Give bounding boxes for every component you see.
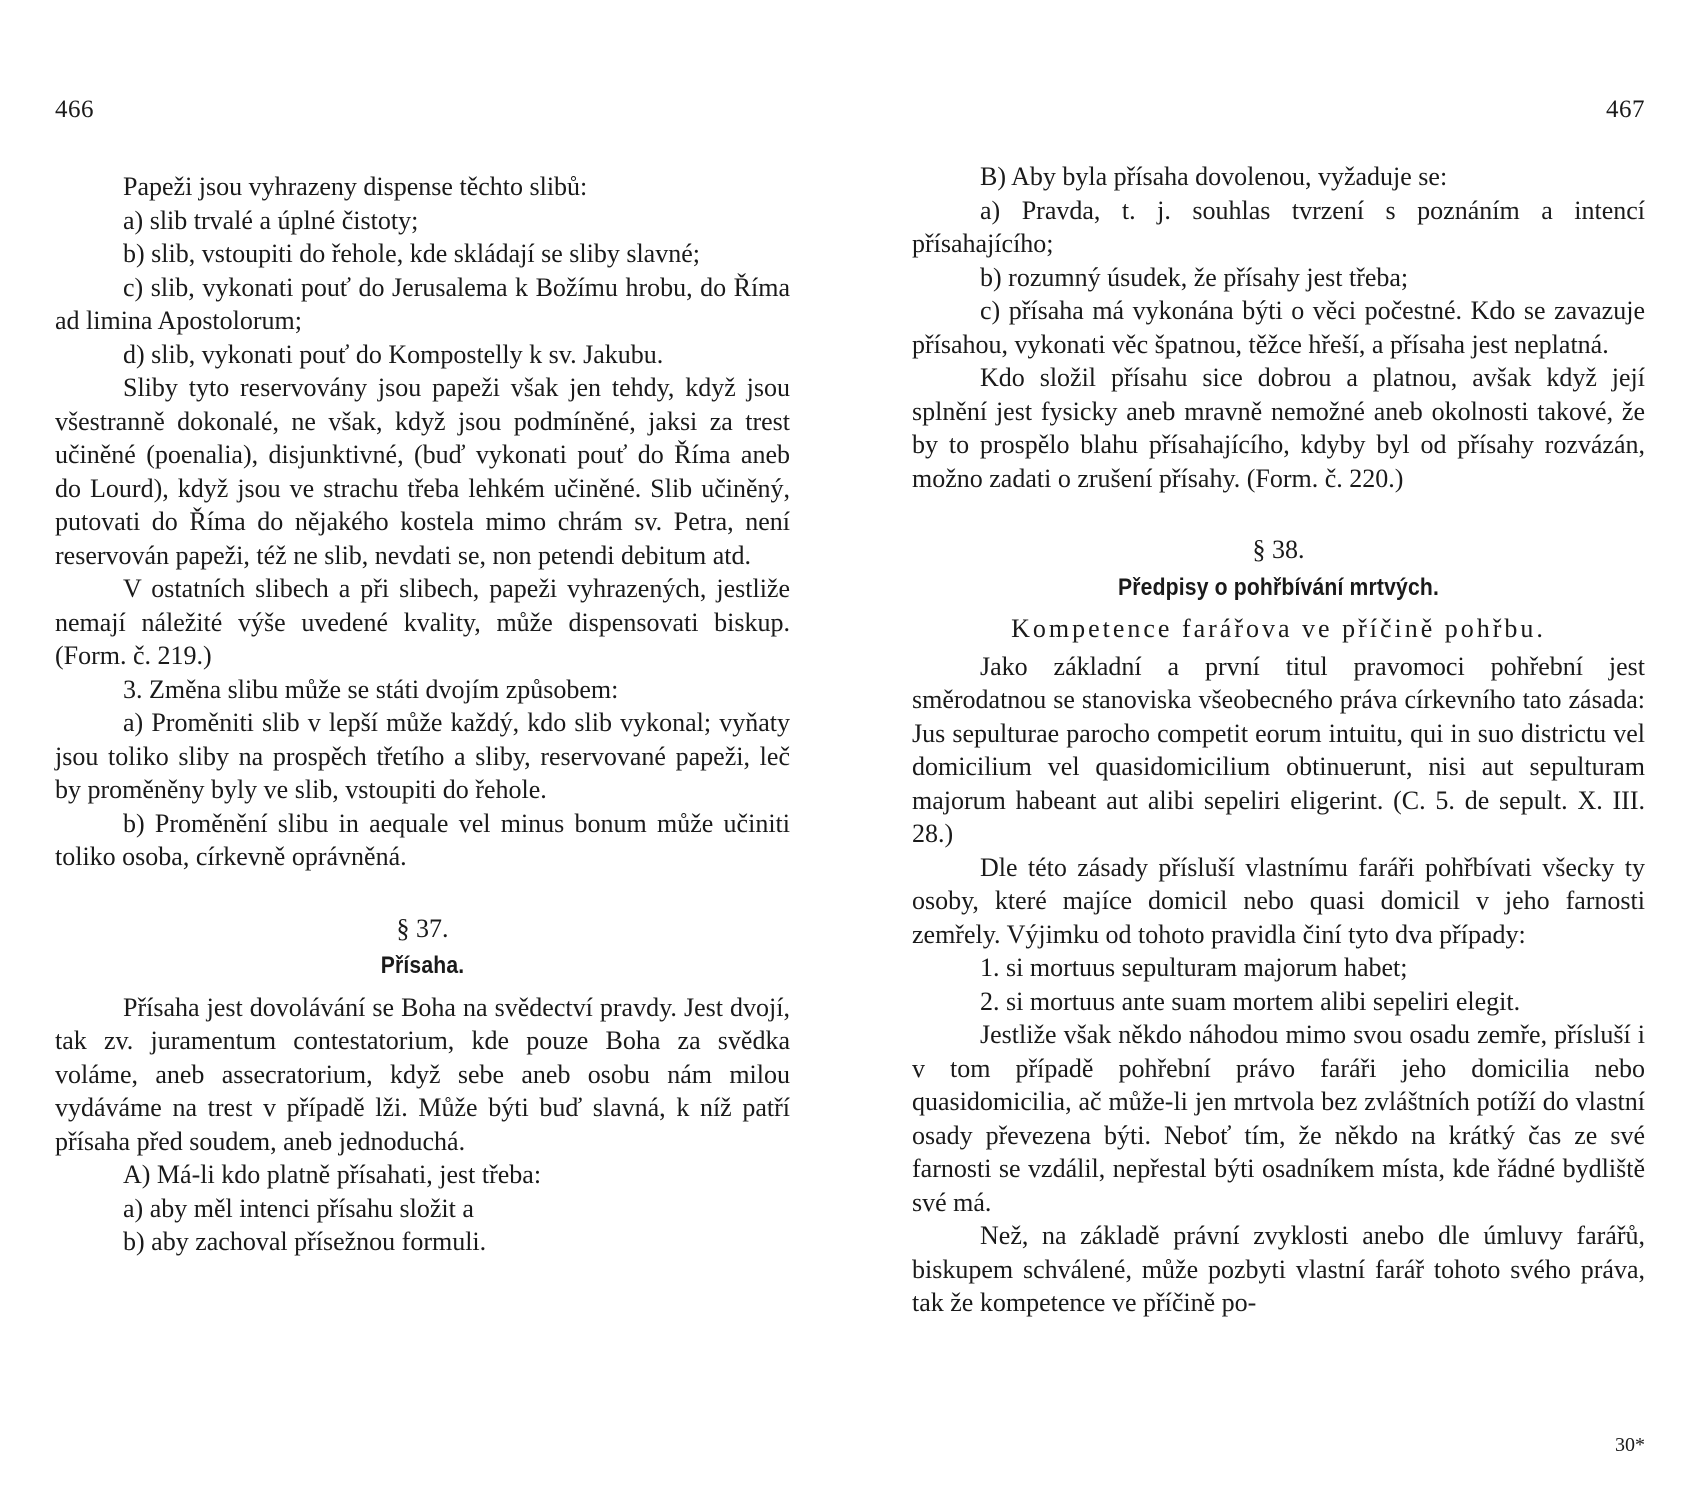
list-item: a) Pravda, t. j. souhlas tvrzení s poznáním a intencí přísahajícího; — [912, 195, 1645, 258]
page-body — [55, 170, 790, 1259]
right-page — [912, 0, 1645, 1500]
list-item: a) Proměniti slib v lepší může každý, kdo slib vykonal; vyňaty jsou toliko sliby na prospěch třetího a sliby, reservované papeži, leč by proměněny byly ve slib, vstoupiti do řehole. — [55, 708, 790, 804]
signature-mark: 30* — [1615, 1434, 1645, 1456]
paragraph: Kdo složil přísahu sice dobrou a platnou, avšak když její splnění jest fysicky aneb mravně nemožné aneb okolnosti takové, že by to prospělo blahu přísahajícího, kdyby byl od přísahy rozvázán, možno zadati o zrušení přísahy. (Form. č. 220.) — [912, 363, 1645, 493]
list-item: b) slib, vstoupiti do řehole, kde skládají se sliby slavné; — [123, 239, 700, 268]
list-item: c) přísaha má vykonána býti o věci počestné. Kdo se zavazuje přísahou, vykonati věc špatnou, těžce hřeší, a přísaha jest neplatná. — [912, 296, 1645, 359]
list-item: A) Má-li kdo platně přísahati, jest třeba: — [123, 1160, 542, 1189]
paragraph: Dle této zásady přísluší vlastnímu faráři pohřbívati všecky ty osoby, které majíce domicil nebo quasi domicil v jeho farnosti zemřely. Výjimku od tohoto pravidla činí tyto dva případy: — [912, 852, 1645, 949]
section-title: Přísaha. — [380, 952, 465, 979]
list-item: c) slib, vykonati pouť do Jerusalema k Božímu hrobu, do Říma ad limina Apostolorum; — [55, 272, 790, 335]
list-item: b) Proměnění slibu in aequale vel minus bonum může učiniti toliko osoba, církevně oprávněná. — [55, 808, 790, 871]
list-item: b) rozumný úsudek, že přísahy jest třeba; — [980, 262, 1409, 292]
section-number: § 38. — [1252, 535, 1305, 564]
paragraph: Jako základní a první titul pravomoci pohřební jest směrodatnou se stanoviska všeobecného práva církevního tato zásada: Jus sepulturae parocho competit eorum intuitu, qui in suo districtu vel domicilium vel quasidomicilium obtinuerunt, nisi aut sepulturam majorum habeant aut alibi sepeliri eligerint. (C. 5. de sepult. X. III. 28.) — [912, 651, 1645, 848]
section-title: Předpisy o pohřbívání mrtvých. — [1117, 573, 1439, 601]
subsection-title: Kompetence farářova ve příčině pohřbu. — [1011, 614, 1546, 643]
paragraph: Jestliže však někdo náhodou mimo svou osadu zemře, přísluší i v tom případě pohřební právo faráři jeho domicilia nebo quasidomicilia, ač může-li jen mrtvola bez zvláštních potíží do vlastní osady převezena býti. Neboť tím, že někdo na krátký čas ze své farnosti se vzdálil, nepřestal býti osadníkem místa, kde řádné bydliště své má. — [912, 1020, 1645, 1217]
left-page — [55, 0, 790, 1500]
list-item: a) slib trvalé a úplné čistoty; — [123, 205, 419, 235]
page-body — [912, 160, 1645, 1320]
paragraph: Přísaha jest dovolávání se Boha na svědectví pravdy. Jest dvojí, tak zv. juramentum contestatorium, kde pouze Boha za svědka voláme, aneb assecratorium, když sebe aneb osobu nám milou vydáváme na trest v případě lži. Může býti buď slavná, k níž patří přísaha před soudem, aneb jednoduchá. — [55, 992, 790, 1156]
paragraph: V ostatních slibech a při slibech, papeži vyhrazených, jestliže nemají náležité výše uvedené kvality, může dispensovati biskup. (Form. č. 219.) — [55, 574, 790, 670]
list-item: 2. si mortuus ante suam mortem alibi sepeliri elegit. — [980, 986, 1521, 1016]
page-number: 467 — [1606, 96, 1645, 123]
paragraph: Papeži jsou vyhrazeny dispense těchto slibů: — [123, 172, 588, 201]
paragraph: B) Aby byla přísaha dovolenou, vyžaduje se: — [980, 162, 1448, 191]
paragraph: 3. Změna slibu může se státi dvojím způsobem: — [123, 674, 619, 704]
paragraph: Sliby tyto reservovány jsou papeži však jen tehdy, když jsou všestranně dokonalé, ne však, když jsou podmíněné, jaksi za trest učiněné (poenalia), disjunktivné, (buď vykonati pouť do Říma aneb do Lourd), když jsou ve strachu třeba lehkém učiněné. Slib učiněný, putovati do Říma do nějakého kostela mimo chrám sv. Petra, není reservován papeži, též ne slib, nevdati se, non petendi debitum atd. — [55, 373, 790, 570]
list-item: d) slib, vykonati pouť do Kompostelly k sv. Jakubu. — [123, 339, 664, 369]
paragraph: Než, na základě právní zvyklosti anebo dle úmluvy farářů, biskupem schválené, může pozbyti vlastní farář tohoto svého práva, tak že kompetence ve příčině po- — [912, 1221, 1645, 1317]
page-number: 466 — [55, 96, 94, 123]
list-item: a) aby měl intenci přísahu složit a — [123, 1193, 474, 1223]
section-number: § 37. — [396, 913, 449, 943]
list-item: 1. si mortuus sepulturam majorum habet; — [980, 953, 1408, 982]
list-item: b) aby zachoval přísežnou formuli. — [123, 1227, 487, 1256]
